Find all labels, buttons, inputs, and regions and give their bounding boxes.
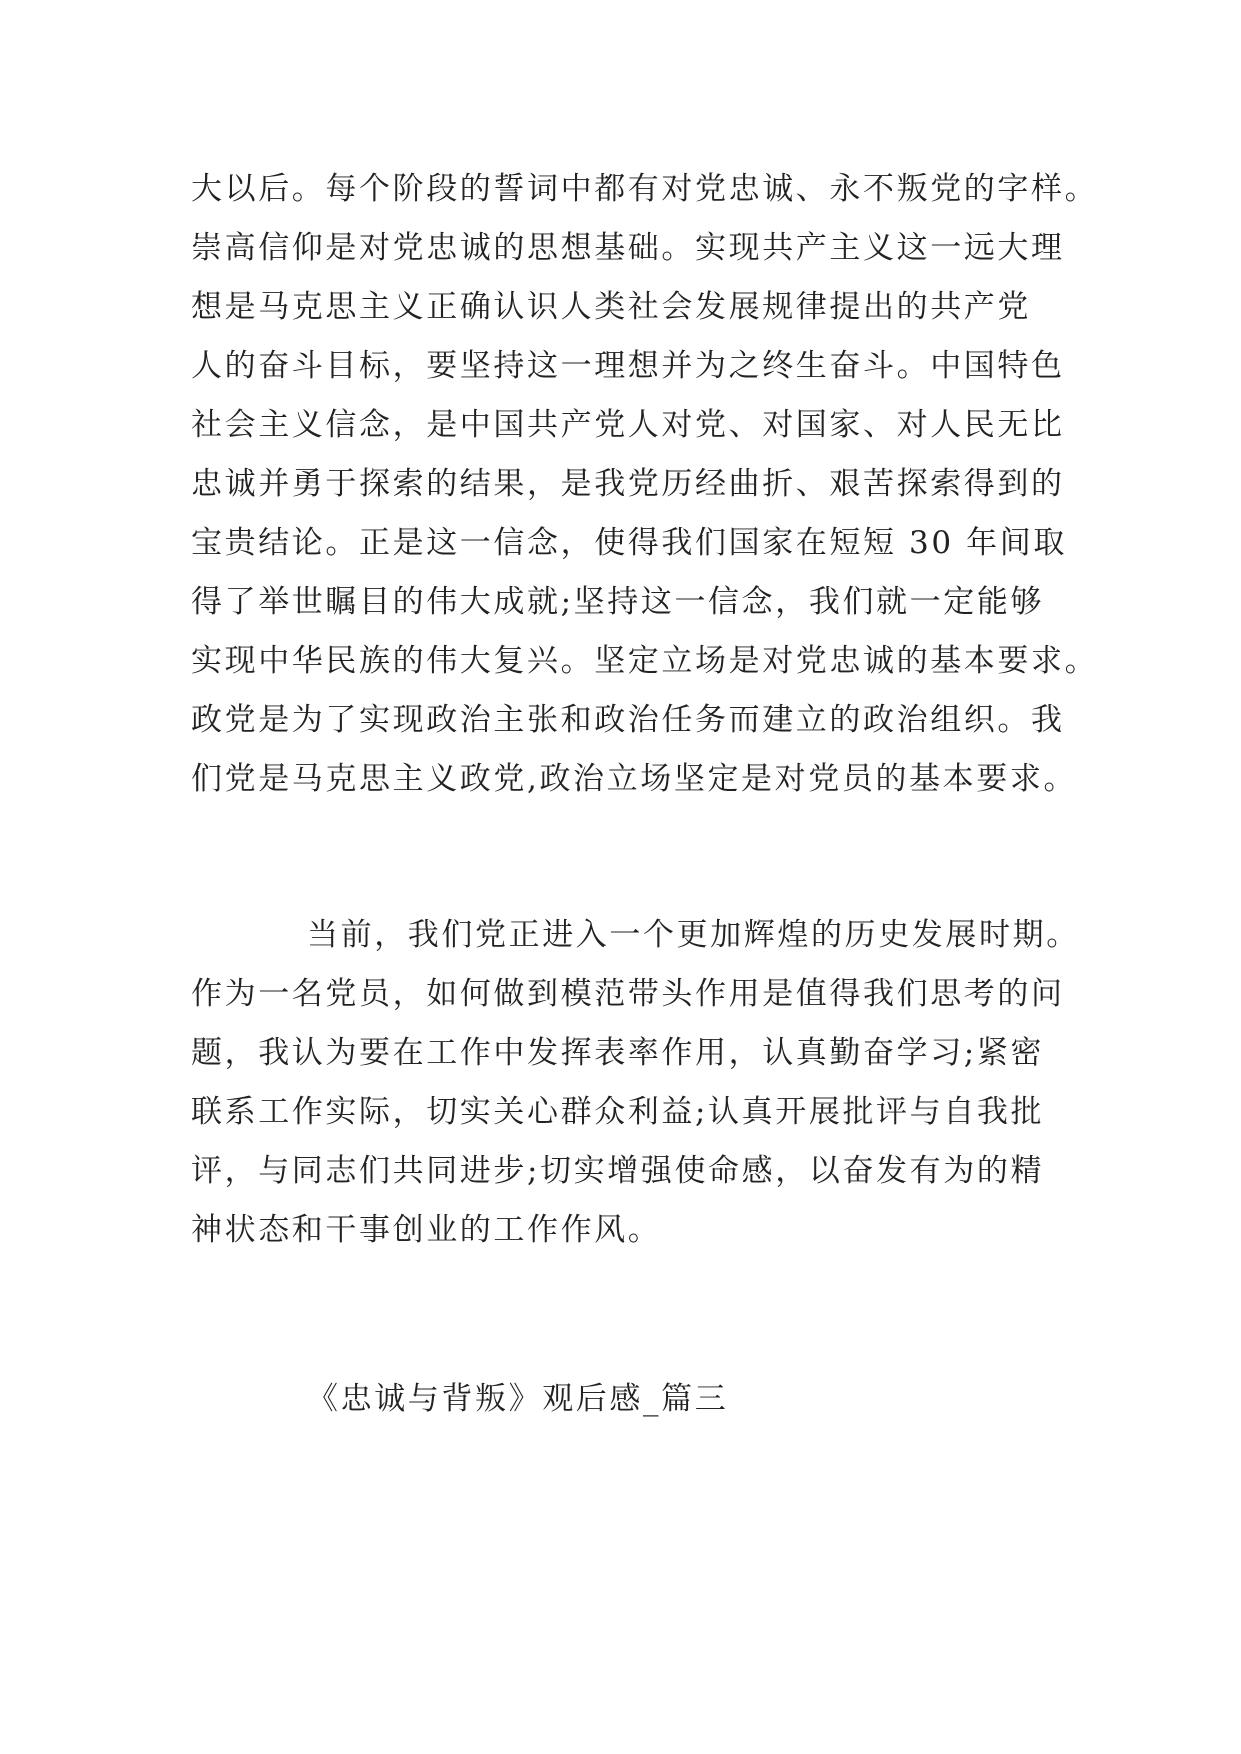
text-line: 实现中华民族的伟大复兴。坚定立场是对党忠诚的基本要求。 — [191, 643, 1099, 679]
text-line: 宝贵结论。正是这一信念，使得我们国家在短短 30 年间取 — [191, 525, 1067, 561]
text-line: 联系工作实际，切实关心群众利益;认真开展批评与自我批 — [191, 1094, 1045, 1130]
text-line: 作为一名党员，如何做到模范带头作用是值得我们思考的问 — [191, 976, 1065, 1012]
text-line: 忠诚并勇于探索的结果，是我党历经曲折、艰苦探索得到的 — [191, 466, 1065, 502]
paragraph-2 — [191, 906, 1080, 1260]
paragraph-1 — [191, 160, 1099, 809]
text-line: 政党是为了实现政治主张和政治任务而建立的政治组织。我 — [191, 702, 1065, 738]
text-line: 神状态和干事创业的工作作风。 — [191, 1212, 662, 1248]
text-line: 社会主义信念，是中国共产党人对党、对国家、对人民无比 — [191, 407, 1065, 443]
text-line: 得了举世瞩目的伟大成就;坚持这一信念，我们就一定能够 — [191, 584, 1045, 620]
text-line: 当前，我们党正进入一个更加辉煌的历史发展时期。 — [307, 917, 1080, 953]
text-line: 想是马克思主义正确认识人类社会发展规律提出的共产党 — [191, 289, 1031, 325]
text-line: 崇高信仰是对党忠诚的思想基础。实现共产主义这一远大理 — [191, 230, 1065, 266]
text-line: 们党是马克思主义政党,政治立场坚定是对党员的基本要求。 — [191, 761, 1078, 797]
text-line: 题，我认为要在工作中发挥表率作用，认真勤奋学习;紧密 — [191, 1035, 1045, 1071]
section-heading: 《忠诚与背叛》观后感_篇三 — [307, 1381, 729, 1417]
text-line: 人的奋斗目标，要坚持这一理想并为之终生奋斗。中国特色 — [191, 348, 1065, 384]
text-line: 大以后。每个阶段的誓词中都有对党忠诚、永不叛党的字样。 — [191, 171, 1099, 207]
text-line: 评，与同志们共同进步;切实增强使命感，以奋发有为的精 — [191, 1153, 1045, 1189]
